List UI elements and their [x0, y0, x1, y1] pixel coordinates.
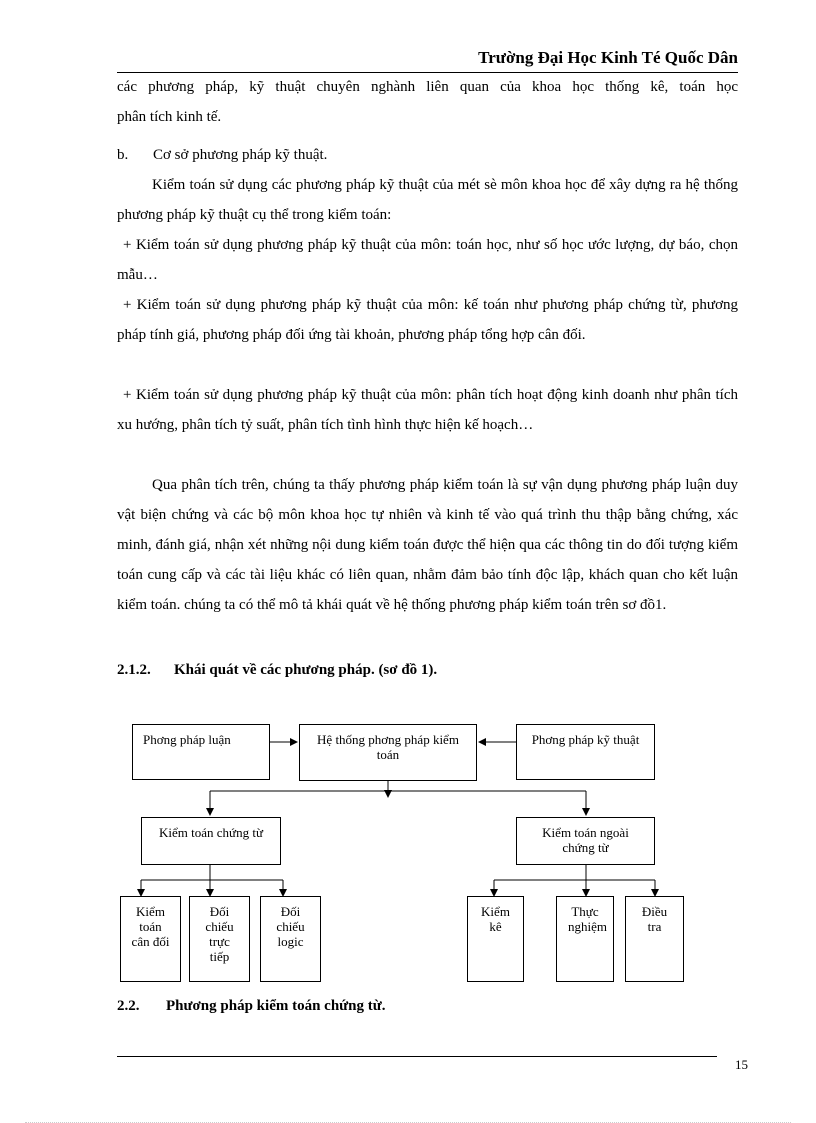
section-title: Khái quát về các phương pháp. (sơ đồ 1).: [174, 662, 438, 678]
box-label: Kiểm toán ngoài chứng từ: [542, 825, 629, 855]
box-label: Hệ thống phơng pháp kiểm toán: [317, 732, 459, 762]
body-line: các phương pháp, kỹ thuật chuyên nghành liên quan của khoa học thống kê, toán học: [117, 79, 738, 95]
section-title: Phương pháp kiểm toán chứng từ.: [166, 998, 386, 1014]
box-label: Kiểm kê: [481, 904, 510, 934]
box-experiment: [556, 896, 614, 982]
box-label: Đối chiếu logic: [276, 904, 305, 949]
box-label: Phơng pháp luận: [143, 732, 231, 747]
box-inventory: [467, 896, 524, 982]
box-methodology: [132, 724, 270, 780]
box-label: Phơng pháp kỹ thuật: [531, 732, 640, 747]
box-document-audit: [141, 817, 281, 865]
section-number: 2.2.: [117, 998, 140, 1014]
box-non-document-audit: [516, 817, 655, 865]
box-label: Kiểm toán chứng từ: [159, 825, 263, 840]
box-label: Điều tra: [641, 904, 668, 934]
bullet-item: + Kiểm toán sử dụng phương pháp kỹ thuật của môn: phân tích hoạt động kinh doanh như phân tích xu hướng, phân tích tỷ suất, phân tích tình hình thực hiện kế hoạch…: [117, 387, 738, 433]
box-audit-system: [299, 724, 477, 781]
subsection-title: Cơ sở phương pháp kỹ thuật.: [153, 147, 328, 163]
body-line: phân tích kinh tế.: [117, 109, 222, 125]
subsection-label: b.: [117, 147, 129, 163]
box-label: Kiểm toán cân đối: [131, 904, 170, 949]
footer-rule: [117, 1056, 717, 1057]
bullet-item: + Kiểm toán sử dụng phương pháp kỹ thuật của môn: toán học, như số học ước lượng, dự báo, chọn mẫu…: [117, 237, 738, 283]
box-investigation: [625, 896, 684, 982]
bullet-item: + Kiểm toán sử dụng phương pháp kỹ thuật của môn: kế toán như phương pháp chứng từ, phương pháp tính giá, phương pháp đối ứng tài khoản, phương pháp tổng hợp cân đối.: [117, 297, 738, 343]
section-heading: [117, 998, 386, 1015]
paragraph: Kiểm toán sử dụng các phương pháp kỹ thuật của mét sè môn khoa học để xây dựng ra hệ thống phương pháp kỹ thuật cụ thể trong kiểm toán:: [117, 177, 738, 223]
box-balance-audit: [120, 896, 181, 982]
section-number: 2.1.2.: [117, 662, 151, 678]
box-label: Thực nghiệm: [568, 904, 607, 934]
page-header: Trường Đại Học Kinh Té Quốc Dân: [117, 48, 738, 73]
box-logic-comparison: [260, 896, 321, 982]
box-direct-comparison: [189, 896, 250, 982]
page-number: 15: [735, 1057, 748, 1072]
box-label: Đối chiếu trực tiếp: [205, 904, 234, 964]
paragraph: Qua phân tích trên, chúng ta thấy phương pháp kiểm toán là sự vận dụng phương pháp luận duy vật biện chứng và các bộ môn khoa học tự nhiên và kinh tế vào quá trình thu thập bằng chứng, xác minh, đánh giá, nhận xét những nội dung kiểm toán được thể hiện qua các thông tin do đối tượng kiểm toán cung cấp và các tài liệu khác có liên quan, nhằm đảm bảo tính độc lập, khách quan cho kết luận kiểm toán. chúng ta có thể mô tả khái quát về hệ thống phương pháp kiểm toán trên sơ đồ1.: [117, 477, 738, 613]
box-technique: [516, 724, 655, 780]
